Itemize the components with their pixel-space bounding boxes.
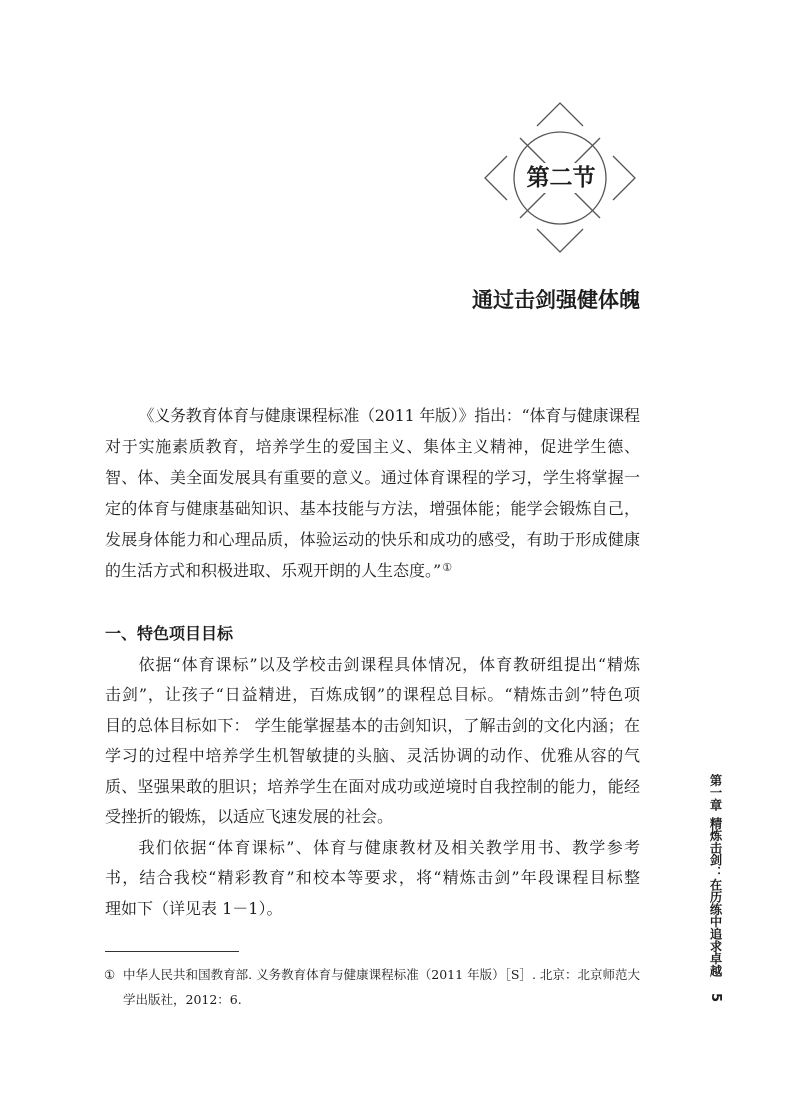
footnote-marker: ① — [104, 967, 116, 982]
body-line — [105, 894, 640, 925]
intro-line-text: 定的体育与健康基础知识、基本技能与方法，增强体能；能学会锻炼自己， — [105, 499, 641, 518]
intro-line-text: 《义务教育体育与健康课程标准（2011 年版）》指出：“体育与健康课程 — [138, 406, 640, 425]
intro-line — [105, 493, 640, 524]
body-line — [105, 711, 640, 742]
page-number: 5 — [708, 993, 723, 1003]
footnote — [123, 963, 640, 1012]
body-line-text: 目的总体目标如下： 学生能掌握基本的击剑知识，了解击剑的文化内涵；在 — [105, 715, 641, 735]
body-line — [105, 833, 640, 864]
emblem-chevron-bottom — [537, 229, 583, 252]
intro-line-text: 的生活方式和积极进取、乐观开朗的人生态度。” — [105, 561, 442, 580]
section-label: 第二节 — [521, 163, 601, 193]
intro-line — [105, 400, 640, 431]
footnote-line-text: 中华人民共和国教育部. 义务教育体育与健康课程标准（2011 年版）［S］. 北京：北京师范大 — [123, 967, 641, 982]
intro-line — [105, 555, 640, 586]
intro-line-text: 发展身体能力和心理品质，体验运动的快乐和成功的感受，有助于形成健康 — [105, 530, 641, 549]
body-line-text: 质、坚强果敢的胆识；培养学生在面对成功或逆境时自我控制的能力，能经 — [105, 776, 641, 796]
intro-line — [105, 431, 640, 462]
emblem-chevron-left — [485, 156, 507, 200]
body-line-text: 书，结合我校“精彩教育”和校本等要求，将“精炼击剑”年段课程目标整 — [105, 868, 642, 887]
body-line — [105, 772, 640, 803]
body-line — [105, 863, 640, 894]
running-head — [708, 774, 722, 977]
body-line-text: 我们依据“体育课标”、体育与健康教材及相关教学用书、教学参考 — [138, 837, 642, 857]
section-title: 通过击剑强健体魄 — [472, 288, 640, 312]
intro-line — [105, 524, 640, 555]
footnote-line — [123, 988, 640, 1013]
note-reference: ① — [442, 561, 453, 574]
body-line — [105, 650, 640, 681]
emblem-chevron-right — [613, 156, 635, 200]
chapter-label: 第一章 — [708, 774, 722, 811]
body-line-text: 学习的过程中培养学生机智敏捷的头脑、灵活协调的动作、优雅从容的气 — [105, 746, 641, 765]
objective-paragraph — [105, 650, 640, 833]
body-line-text: 理如下（详见表 1－1）。 — [105, 898, 283, 918]
intro-line — [105, 462, 640, 493]
footnote-line-text: 学出版社，2012：6. — [123, 991, 242, 1007]
table-reference-paragraph — [105, 833, 640, 925]
subsection-heading: 一、特色项目目标 — [105, 624, 234, 643]
body-line — [105, 741, 640, 772]
intro-paragraph — [105, 400, 640, 586]
intro-line-text: 对于实施素质教育，培养学生的爱国主义、集体主义精神，促进学生德、 — [105, 437, 641, 456]
footnote-line — [123, 963, 640, 988]
intro-line-text: 智、体、美全面发展具有重要的意义。通过体育课程的学习，学生将掌握一 — [105, 468, 641, 487]
body-line — [105, 802, 640, 833]
body-line-text: 依据“体育课标”以及学校击剑课程具体情况，体育教研组提出“精炼 — [138, 654, 641, 674]
chapter-title: 精炼击剑：在历练中追求卓越 — [708, 816, 722, 977]
body-line-text: 受挫折的锻炼，以适应飞速发展的社会。 — [105, 807, 394, 826]
body-line-text: 击剑”，让孩子“日益精进，百炼成钢”的课程总目标。“精炼击剑”特色项 — [105, 685, 641, 704]
footnote-rule — [105, 951, 239, 952]
body-line — [105, 680, 640, 711]
emblem-chevron-top — [537, 103, 583, 126]
